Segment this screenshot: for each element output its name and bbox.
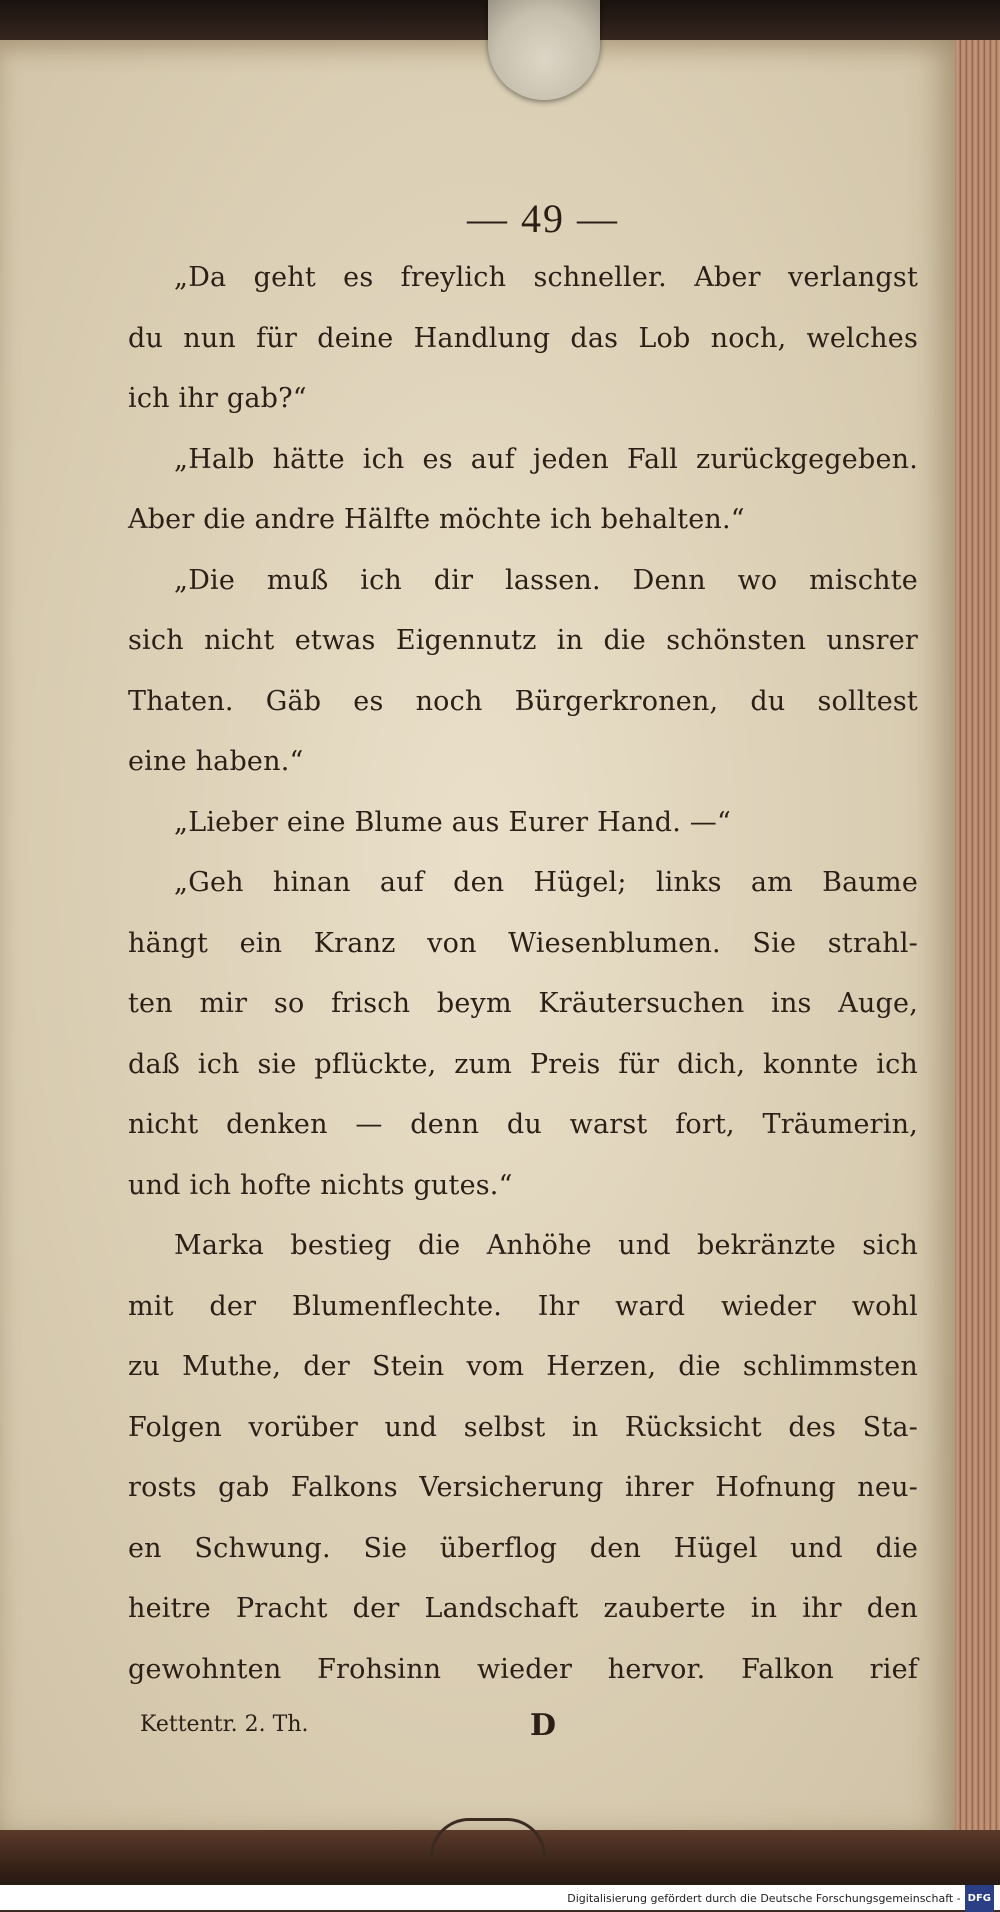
- text-line: Marka bestieg die Anhöhe und bekränzte sich: [174, 1230, 918, 1261]
- text-lines: [128, 248, 918, 1700]
- text-line: gewohnten Frohsinn wieder hervor. Falkon rief: [128, 1653, 918, 1685]
- book-fore-edge: [955, 40, 1000, 1840]
- text-line: daß ich sie pflückte, zum Preis für dich, konnte ich: [128, 1048, 918, 1080]
- text-line: „Die muß ich dir lassen. Denn wo mischte: [174, 564, 918, 596]
- text-line: Aber die andre Hälfte möchte ich behalten.“: [128, 504, 745, 535]
- text-line: ich ihr gab?“: [128, 383, 307, 414]
- page-footer: [140, 1708, 700, 1748]
- text-line: „Lieber eine Blume aus Eurer Hand. —“: [174, 806, 731, 838]
- text-line: Folgen vorüber und selbst in Rücksicht des Sta-: [128, 1411, 918, 1443]
- text-line: „Halb hätte ich es auf jeden Fall zurückgegeben.: [174, 443, 918, 475]
- printer-signature: Kettentr. 2. Th.: [140, 1712, 309, 1737]
- text-line: heitre Pracht der Landschaft zauberte in ihr den: [128, 1593, 918, 1624]
- text-line: eine haben.“: [128, 746, 304, 777]
- text-line: „Da geht es freylich schneller. Aber verlangst: [174, 262, 918, 293]
- page-number: — 49 —: [467, 196, 619, 241]
- page-holder-clip-bottom: [430, 1818, 546, 1857]
- text-line: hängt ein Kranz von Wiesenblumen. Sie strahl-: [128, 927, 918, 959]
- digitization-credit: [0, 1885, 1000, 1910]
- text-line: zu Muthe, der Stein vom Herzen, die schlimmsten: [128, 1351, 918, 1382]
- text-line: und ich hofte nichts gutes.“: [128, 1169, 513, 1201]
- page-text: [128, 195, 918, 1700]
- credit-text: Digitalisierung gefördert durch die Deutsche Forschungsgemeinschaft -: [567, 1891, 961, 1905]
- text-line: du nun für deine Handlung das Lob noch, welches: [128, 322, 918, 354]
- text-line: ten mir so frisch beym Kräutersuchen ins Auge,: [128, 988, 918, 1019]
- text-line: nicht denken — denn du warst fort, Träumerin,: [128, 1109, 918, 1140]
- dfg-logo: DFG: [965, 1885, 994, 1912]
- text-line: „Geh hinan auf den Hügel; links am Baume: [174, 867, 918, 898]
- text-line: mit der Blumenflechte. Ihr ward wieder wohl: [128, 1290, 918, 1322]
- text-line: Thaten. Gäb es noch Bürgerkronen, du solltest: [128, 685, 918, 717]
- gathering-mark: D: [530, 1708, 557, 1743]
- text-line: sich nicht etwas Eigennutz in die schönsten unsrer: [128, 625, 918, 656]
- text-line: rosts gab Falkons Versicherung ihrer Hofnung neu-: [128, 1472, 918, 1503]
- text-line: en Schwung. Sie überflog den Hügel und die: [128, 1532, 918, 1564]
